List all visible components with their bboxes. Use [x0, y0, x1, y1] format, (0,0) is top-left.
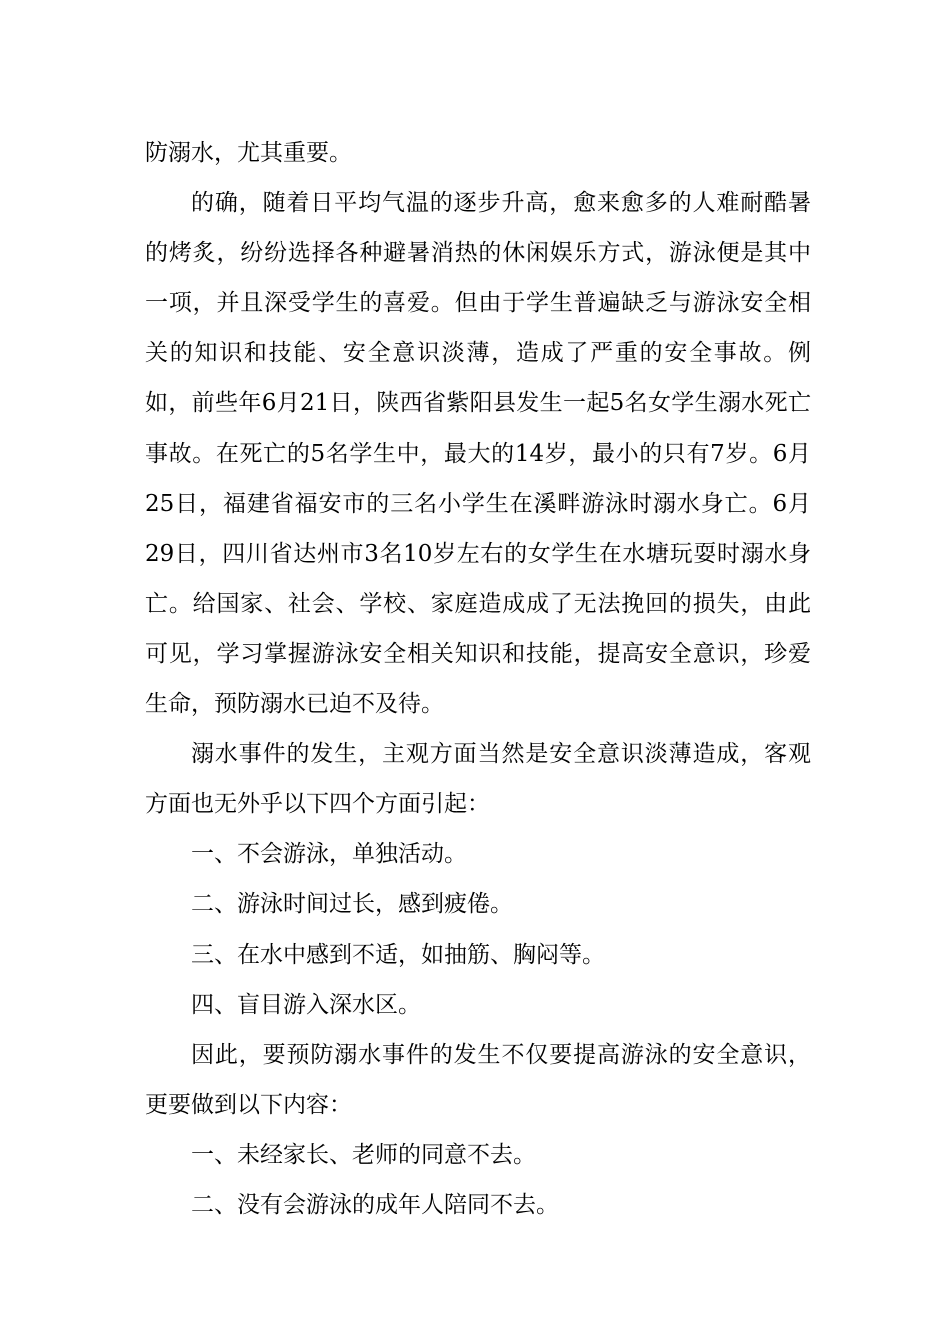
document-body — [145, 128, 811, 1230]
paragraph-prevention-intro: 因此，要预防溺水事件的发生不仅要提高游泳的安全意识，更要做到以下内容： — [145, 1041, 811, 1118]
paragraph-causes-intro: 溺水事件的发生，主观方面当然是安全意识淡薄造成，客观方面也无外乎以下四个方面引起： — [145, 741, 811, 818]
prevention-item-1: 一、未经家长、老师的同意不去。 — [191, 1141, 536, 1168]
cause-item-1: 一、不会游泳，单独活动。 — [191, 841, 467, 868]
paragraph-continuation: 防溺水，尤其重要。 — [145, 140, 352, 166]
cause-item-4: 四、盲目游入深水区。 — [191, 991, 421, 1018]
cause-item-2: 二、游泳时间过长，感到疲倦。 — [191, 891, 513, 918]
paragraph-context: 的确，随着日平均气温的逐步升高，愈来愈多的人难耐酷暑的烤炙，纷纷选择各种避暑消热的休闲娱乐方式，游泳便是其中一项，并且深受学生的喜爱。但由于学生普遍缺乏与游泳安全相关的知识和技能、安全意识淡薄，造成了严重的安全事故。例如，前些年6月21日，陕西省紫阳县发生一起5名女学生溺水死亡事故。在死亡的5名学生中，最大的14岁，最小的只有7岁。6月25日，福建省福安市的三名小学生在溪畔游泳时溺水身亡。6月29日，四川省达州市3名10岁左右的女学生在水塘玩耍时溺水身亡。给国家、社会、学校、家庭造成成了无法挽回的损失，由此可见，学习掌握游泳安全相关知识和技能，提高安全意识，珍爱生命，预防溺水已迫不及待。 — [145, 190, 811, 718]
prevention-item-2: 二、没有会游泳的成年人陪同不去。 — [191, 1191, 559, 1218]
cause-item-3: 三、在水中感到不适，如抽筋、胸闷等。 — [191, 941, 605, 968]
